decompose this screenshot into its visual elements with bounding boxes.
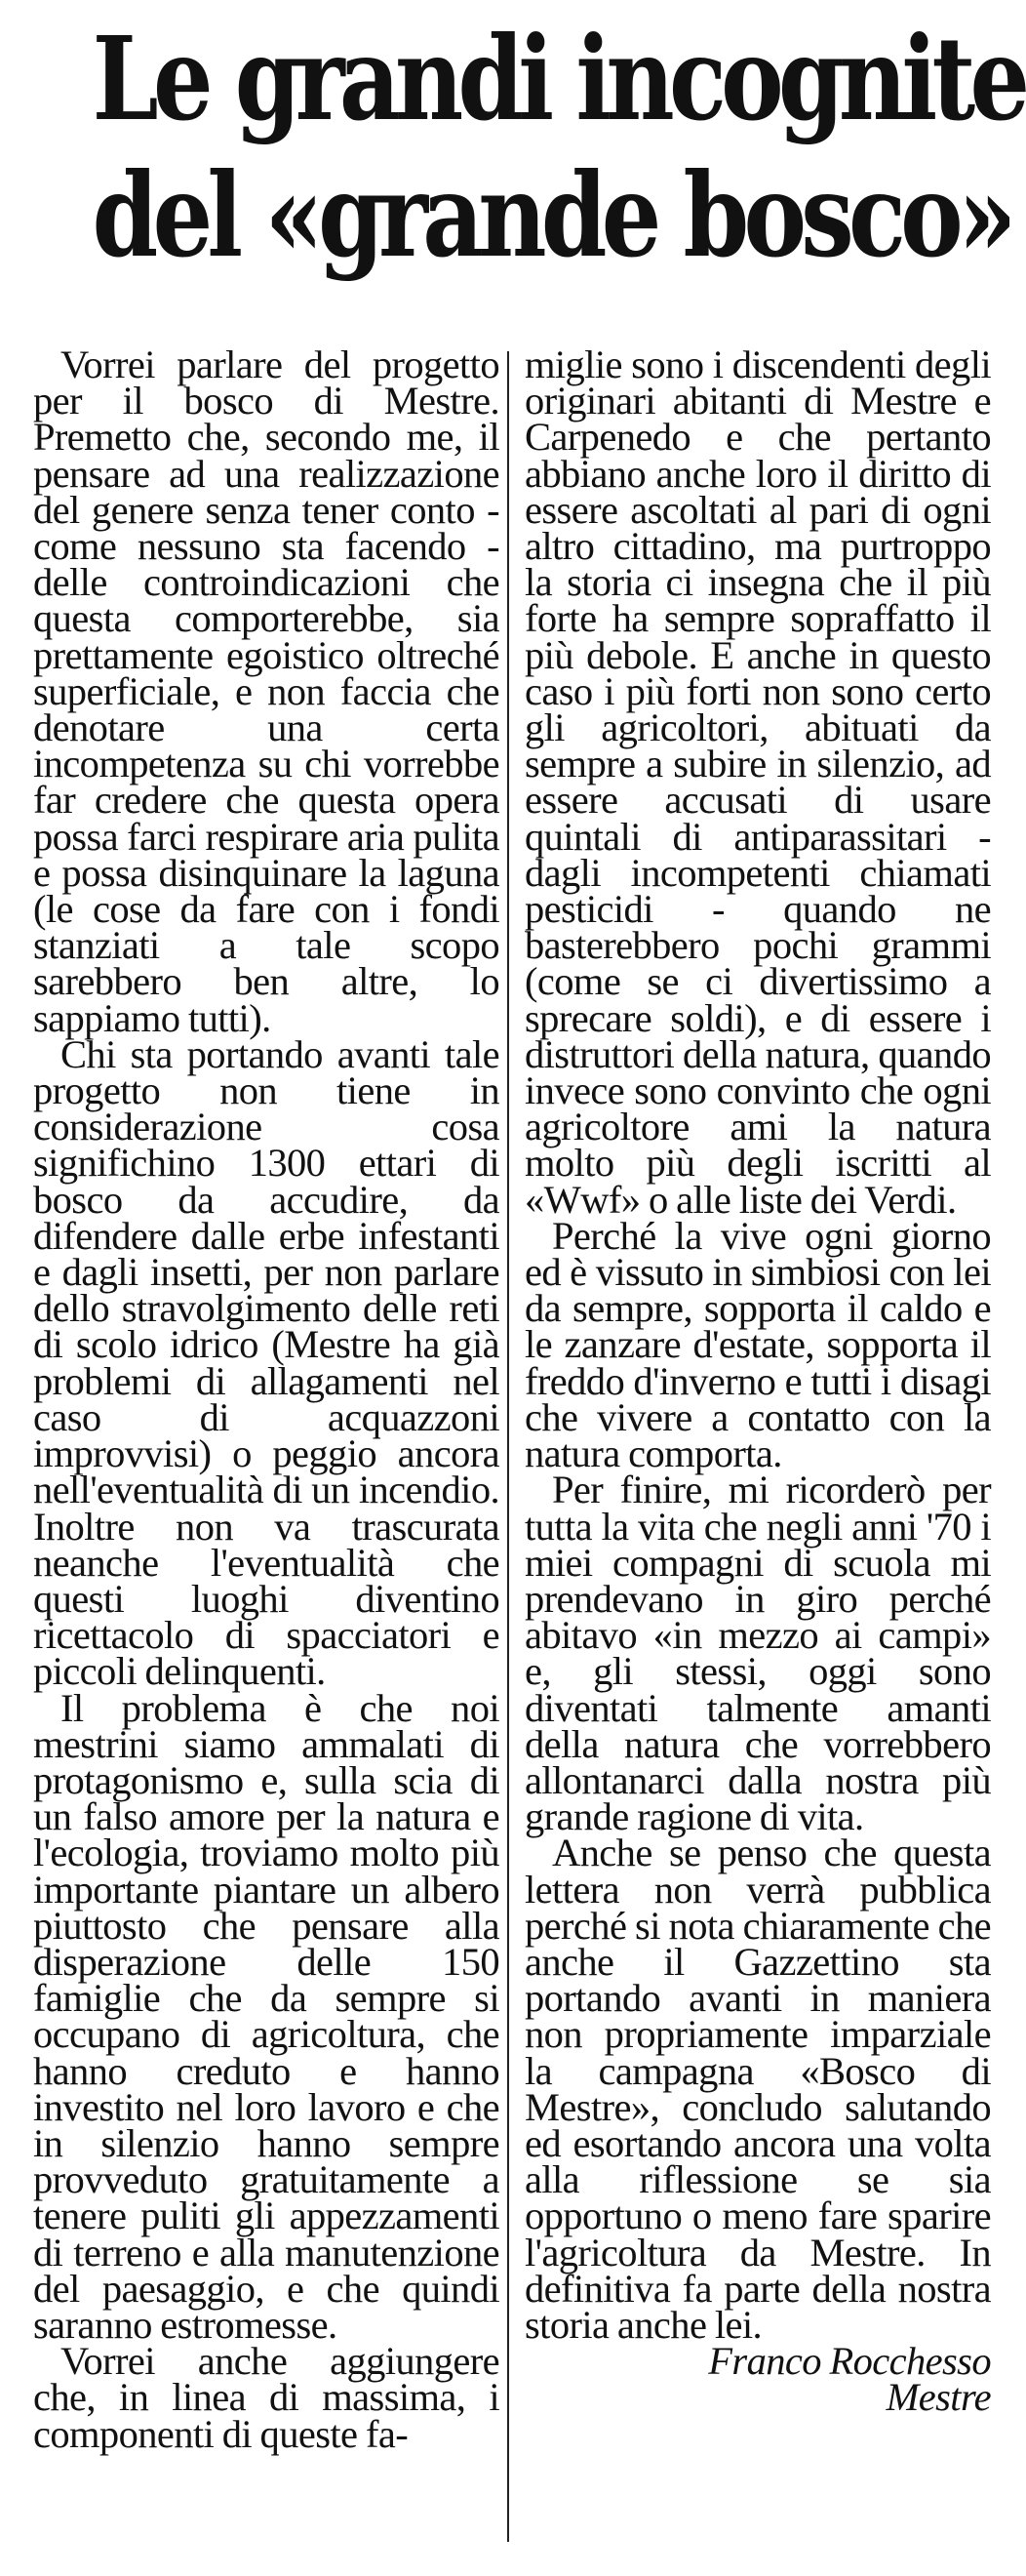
paragraph: Vorrei parlare del progetto per il bosco di Mestre. Premetto che, secondo me, il pensare ad una realizzazione del genere senza tener conto - come nessuno sta facendo - delle controindicazioni che questa comporterebbe, sia prettamente egoistico oltreché superficiale, e non faccia che denotare una certa incompetenza su chi vorrebbe far credere che questa opera possa farci respirare aria pulita e possa disinquinare la laguna (le cose da fare con i fondi stanziati a tale scopo sarebbero ben altre, lo sappiamo tutti). — [33, 342, 499, 1040]
headline-line-2: del «grande bosco» — [92, 147, 1011, 283]
paragraph: miglie sono i discendenti degli originari abitanti di Mestre e Carpenedo e che pertanto abbiano anche loro il diritto di essere ascoltati al pari di ogni altro cittadino, ma purtroppo la storia ci insegna che il più forte ha sempre sopraffatto il più debole. E anche in questo caso i più forti non sono certo gli agricoltori, abituati da sempre a subire in silenzio, ad essere accusati di usare quintali di antiparassitari - dagli incompetenti chiamati pesticidi - quando ne basterebbero pochi grammi (come se ci divertissimo a sprecare soldi), e di essere i distruttori della natura, quando invece sono convinto che ogni agricoltore ami la natura molto più degli iscritti al «Wwf» o alle liste dei Verdi. — [525, 342, 991, 1222]
headline-line-1: Le grandi incognite — [92, 11, 1025, 146]
paragraph: Perché la vive ogni giorno ed è vissuto in simbiosi con lei da sempre, sopporta il caldo e le zanzare d'estate, sopporta il freddo d'inverno e tutti i disagi che vivere a contatto con la natura comporta. — [525, 1213, 991, 1476]
column-divider — [507, 351, 509, 2542]
paragraph: Chi sta portando avanti tale progetto non tiene in considerazione cosa significhino 1300 ettari di bosco da accudire, da difendere dalle erbe infestanti e dagli insetti, per non parlare dello stravolgimento delle reti di scolo idrico (Mestre ha già problemi di allagamenti nel caso di acquazzoni improvvisi) o peggio ancora nell'eventualità di un incendio. Inoltre non va trascurata neanche l'eventualità che questi luoghi diventino ricettacolo di spacciatori e piccoli delinquenti. — [33, 1031, 499, 1694]
author-location: Mestre — [886, 2375, 991, 2420]
headline — [92, 11, 1025, 295]
article-column-right — [525, 342, 991, 2420]
paragraph: Per finire, mi ricorderò per tutta la vita che negli anni '70 i miei compagni di scuola mi prendevano in giro perché abitavo «in mezzo ai campi» e, gli stessi, oggi sono diventati talmente amanti della natura che vorrebbero allontanarci dalla nostra più grande ragione di vita. — [525, 1468, 991, 1839]
author-signature: Franco Rocchesso — [708, 2339, 991, 2384]
paragraph: Il problema è che noi mestrini siamo ammalati di protagonismo e, sulla scia di un falso amore per la natura e l'ecologia, troviamo molto più importante piantare un albero piuttosto che pensare alla disperazione delle 150 famiglie che da sempre si occupano di agricoltura, che hanno creduto e hanno investito nel loro lavoro e che in silenzio hanno sempre provveduto gratuitamente a tenere puliti gli appezzamenti di terreno e alla manutenzione del paesaggio, e che quindi saranno estromesse. — [33, 1685, 499, 2347]
paragraph: Vorrei anche aggiungere che, in linea di massima, i componenti di queste fa- — [33, 2339, 499, 2456]
article-column-left — [33, 342, 499, 2456]
paragraph: Anche se penso che questa lettera non verrà pubblica perché si nota chiaramente che anche il Gazzettino sta portando avanti in maniera non propriamente imparziale la campagna «Bosco di Mestre», concludo salutando ed esortando ancora una volta alla riflessione se sia opportuno o meno fare sparire l'agricoltura da Mestre. In definitiva fa parte della nostra storia anche lei. — [525, 1831, 991, 2347]
